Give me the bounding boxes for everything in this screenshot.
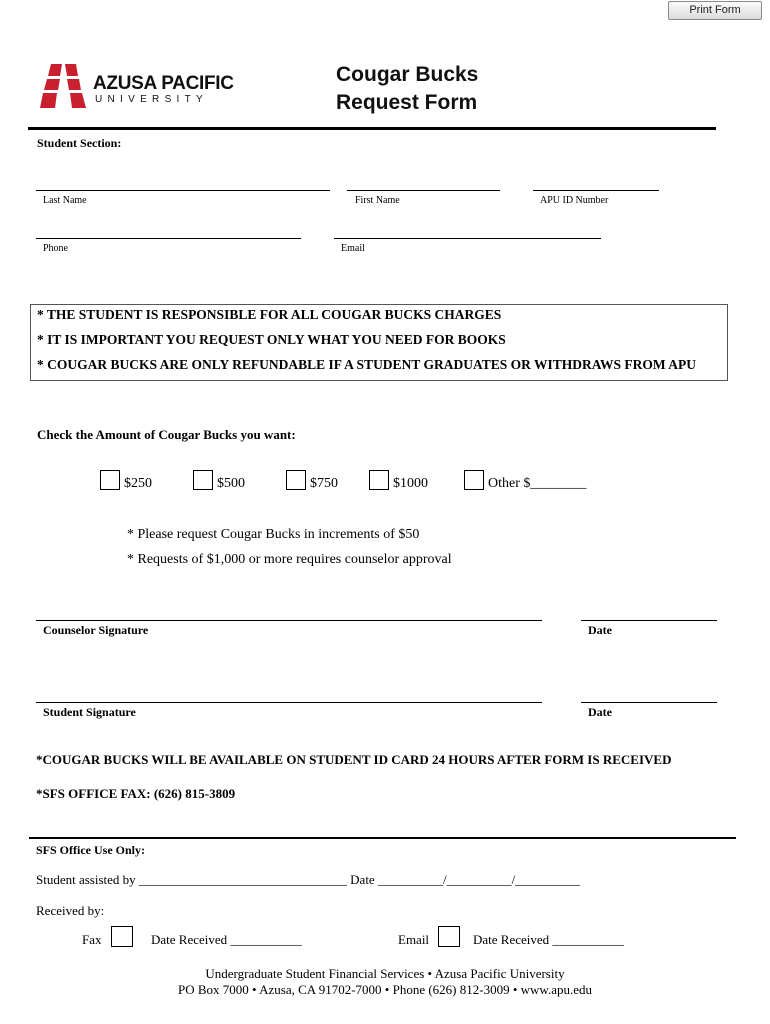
email-method-label: Email [398,932,430,947]
availability-note: *COUGAR BUCKS WILL BE AVAILABLE ON STUDENT ID CARD 24 HOURS AFTER FORM IS RECEIVED [36,752,672,767]
notice-box [30,304,728,381]
received-by-label: Received by: [36,903,105,918]
form-title-line1: Cougar Bucks [336,63,479,86]
logo-name: AZUSA PACIFIC [93,73,234,94]
fax-note: *SFS OFFICE FAX: (626) 815-3809 [36,786,236,801]
contact-line-1: Undergraduate Student Financial Services • Azusa Pacific University [205,966,565,981]
approval-note: * Requests of $1,000 or more requires counselor approval [127,552,452,567]
amount-heading: Check the Amount of Cougar Bucks you want: [37,427,296,442]
print-form-button[interactable]: Print Form [668,1,762,20]
increment-note: * Please request Cougar Bucks in increments of $50 [127,527,420,542]
student-signature-label: Student Signature [43,705,136,719]
amount-250-label: $250 [124,476,152,491]
counselor-signature-label: Counselor Signature [43,623,149,637]
apu-id-label: APU ID Number [540,195,609,206]
notice-line: * IT IS IMPORTANT YOU REQUEST ONLY WHAT YOU NEED FOR BOOKS [37,332,506,347]
last-name-label: Last Name [43,195,87,206]
amount-250-checkbox[interactable] [100,470,120,490]
office-use-rule [29,837,736,839]
phone-field[interactable] [36,238,301,239]
student-assisted-line: Student assisted by ________________________________ Date __________/__________/__________ [36,872,581,887]
apu-logo-icon [38,62,88,110]
amount-1000-checkbox[interactable] [369,470,389,490]
student-section-heading: Student Section: [37,136,122,150]
office-use-heading: SFS Office Use Only: [36,843,145,857]
counselor-signature-field[interactable] [36,620,542,621]
email-checkbox[interactable] [438,926,460,947]
fax-date-received: Date Received ___________ [151,932,302,947]
email-label: Email [341,243,365,254]
student-date-label: Date [588,705,612,719]
amount-500-checkbox[interactable] [193,470,213,490]
first-name-field[interactable] [347,190,500,191]
email-date-received: Date Received ___________ [473,932,624,947]
first-name-label: First Name [355,195,400,206]
amount-1000-label: $1000 [393,476,428,491]
counselor-date-field[interactable] [581,620,717,621]
notice-line: * COUGAR BUCKS ARE ONLY REFUNDABLE IF A STUDENT GRADUATES OR WITHDRAWS FROM APU [37,357,696,372]
fax-checkbox[interactable] [111,926,133,947]
student-signature-field[interactable] [36,702,542,703]
contact-line-2: PO Box 7000 • Azusa, CA 91702-7000 • Phone (626) 812-3009 • www.apu.edu [178,982,592,997]
form-title-line2: Request Form [336,91,478,114]
student-date-field[interactable] [581,702,717,703]
counselor-date-label: Date [588,623,612,637]
fax-label: Fax [82,932,102,947]
notice-line: * THE STUDENT IS RESPONSIBLE FOR ALL COUGAR BUCKS CHARGES [37,307,502,322]
last-name-field[interactable] [36,190,330,191]
amount-other-label: Other $________ [488,476,587,491]
amount-750-label: $750 [310,476,338,491]
amount-other-checkbox[interactable] [464,470,484,490]
amount-500-label: $500 [217,476,245,491]
amount-750-checkbox[interactable] [286,470,306,490]
header-rule [28,127,716,130]
logo-subname: UNIVERSITY [95,94,209,105]
apu-id-field[interactable] [533,190,659,191]
email-field[interactable] [334,238,601,239]
phone-label: Phone [43,243,68,254]
